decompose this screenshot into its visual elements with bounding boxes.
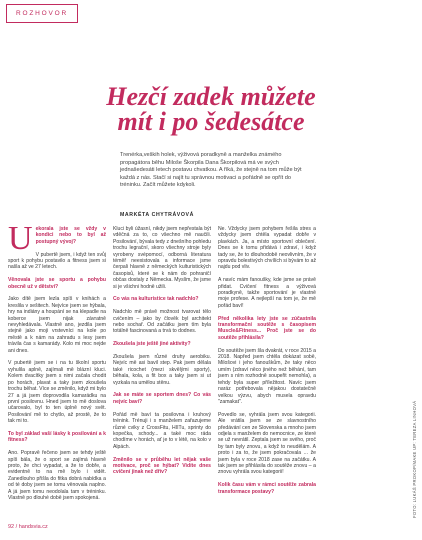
text-column-1 (8, 220, 106, 508)
body-paragraph: Do soutěže jsem šla dvakrát, v roce 2015 a 2018. Napřed jsem chtěla dokázat sobě, Milošovi i jeho fanouškům, že taky něco umím (zdraví něco jiného než běhání, tam jsem s ním rozhodně soupeřit nemohla), a tehdy byla super příležitost. Navíc jsem naráz potřebovala nějakou dostatečně velkou výzvu, abych musela opravdu "zamakat". (218, 347, 316, 405)
interview-question: To byl základ vaší lásky k posilování a k fitness? (8, 430, 106, 444)
body-paragraph: A navíc mám fanoušky, kde jsme se právě přidat. Cvičení fitness a výživová poradkyně, takže sportování je vlastně moje profese. A nejlepší na tom je, že mě pořád baví! (218, 277, 316, 309)
interview-question: Zkoušela jste ještě jiné aktivity? (113, 341, 191, 348)
section-label: ROZHOVOR (6, 4, 78, 23)
interview-question: Změnilo se v průběhu let nějak vaše motivace, proč se hýbat? Vidíte dnes cvičení jinak než dřív? (113, 456, 211, 476)
photo-credit: FOTO: LUKÁŠ PROKOP/MAKE UP: TEREZA LINHOVÁ (412, 400, 417, 518)
interview-question: Věnovala jste se sportu a pohybu obecně už v dětství? (8, 277, 106, 290)
drop-cap: U (8, 220, 33, 257)
interview-question: Jak se máte se sportem dnes? Co vás nejvíc baví? (113, 392, 211, 405)
byline: MARKÉTA CHYTRÁVOVÁ (120, 212, 194, 218)
headline-line-2: mít i po šedesátce (117, 107, 305, 136)
body-paragraph: Zkoušela jsem různé druhy aerobiku. Nejvíc mě asi bavil step. Pak jsem dělala také ricochet (mezi skvělými sporty), běhala, kola, a fit box a taky jsem si ut vyzkala na umělou stěnu. (113, 354, 211, 386)
interview-question: Co vás na kulturistice tak nadchlo? (113, 296, 199, 303)
body-paragraph: Pořád mě baví ta posilovna i kruhový trénink. Trénuji i s manželem zařazujeme různé cviky z CrossFitu, HIITu, sprinty do kopečka, schody... a také moc ráda chodíme v horách, ať je to v létě, na kolo v Alpách. (113, 411, 211, 450)
body-paragraph: V pubertě jsem, i když ten svůj sport k pohybu postavilo a fitness jsem si našla až ve 27 letech. (8, 251, 106, 271)
interview-question: ekorala jste se vždy v kondici nebo to byl až postupný vývoj? (35, 226, 106, 245)
page-footer: 92 / handsvia.cz (8, 524, 48, 530)
body-paragraph: Ne. Vždycky jsem pohybem řešila stres a vždycky jsem chtěla vypadat dobře v plavkách. Ja, a místo sportovní oblečení. Dnes se k tomu přidává i zdraví, i když tady se, že to dlouhodobě neovlivním, že v opravdu bolestivých chvílích si bývám to až najdu pod vliv. (218, 226, 316, 271)
interview-question: Kolik času vám v rámci soutěže zabrala transformace postavy? (218, 482, 316, 495)
body-paragraph: Povedlo se, vyhrála jsem svou kategorii. Ale vrátila jsem se ze slavnostního předávání cen ze Slovenska a mnoho jsem odjela s manželem do nemocnice, ze které se už nevrátil. Zeptala jsem se svého, proč by tam byly znovu, a když to neudělám. A proto i za to, že jsem pokračovala ... že jsem byla v roce 2018 zase na začátku. A tak jsem se přihlásila do soutěže znovu – a znovu vyhrála svou kategorii! (218, 411, 316, 476)
text-column-3 (218, 226, 316, 501)
body-paragraph: Kluci byli úžasní, nikdy jsem nepřestala být vděčná za to, co všechno mě naučili. Posilování, bývala tedy z dnešního pohledu trochu legrační, skoro všechny stroje byly vyrobeny svépomocí, odborná literatura téměř neexistovala a informace jsme čerpali hlavně z německých kulturistických časopisů, které se k nám do pohraničí občas dostaly z Německa. Myslím, že jsme si je všichni hodně užili. (113, 226, 211, 290)
body-paragraph: Nadchlo mě právě možnost tvarovat tělo cvičením – jako by člověk byl architekt nebo sochař. Od začátku jsem tím byla totálně fascinovaná a trvá to dodnes. (113, 309, 211, 335)
body-paragraph: V pubertě jsem se i na tu školní sportu vyhulila aplně, zajímali mě blázní kluci. Kolem dvacítky jsem s nimi začala chodit po horách, plavat a taky jsem zkoušela trochu běhat. Více se změnilo, když mi bylo 27 a já jsem doprovodila kamarádku na první posilovnu. Hned jsem to mě doslova učarovalo, byl to ten úplně nový svět. Posilování mě to chytlo, až prostě, že to tak mi to. (8, 360, 106, 425)
body-paragraph: Jako dítě jsem lezla spíš v knihách a kreslila v sešitech. Nejvíce jsem se hýbala, hry na indiány a houpání se na klepadle na koberce jsem nijak závratně nevyhledávala. Vlastně ano, jezdila jsem stejně jako moji vrstevníci na kole po městě a k nám na zahradu s lesy jsem trávila čas s kamarády. Kolo mi moc nejde ani dnes. (8, 296, 106, 354)
text-column-2 (113, 226, 211, 482)
headline-line-1: Hezčí zadek můžete (106, 82, 316, 111)
interview-question: Před několika lety jste se zúčastnila transformační soutěže s časopisem Muscle&Fitness... Proč jste se do soutěže přihlásila? (218, 315, 316, 341)
body-paragraph: Ano. Popravě řečeno jsem se tehdy ještě spíš bála, že o sport se zajímá hlavně proto, že chci vypadat, a že to dobře, a evidentně to na mě bylo i vidět. Zanedlouho přišla do fitka dobrá nabídka a od té doby jsem se tomu věnovala naplno. A já jsem tomu neodolala tam v tréninku. Vlastně po dlouhé době jsem spokojená. (8, 450, 106, 501)
lead-paragraph: Trenérka,veških holek, výživová poradkyně a manželka známého propagátora běhu Miloše Škorpila Dana Škorpilová má ve svých jednašedesáti letech postavu chvatkou. A říká, že stejně na tom může být každá z nás. Stačí si najít tu správnou motivaci a pořádně se opřít do tréninku. Začít můžete kdykoli. (120, 152, 302, 189)
